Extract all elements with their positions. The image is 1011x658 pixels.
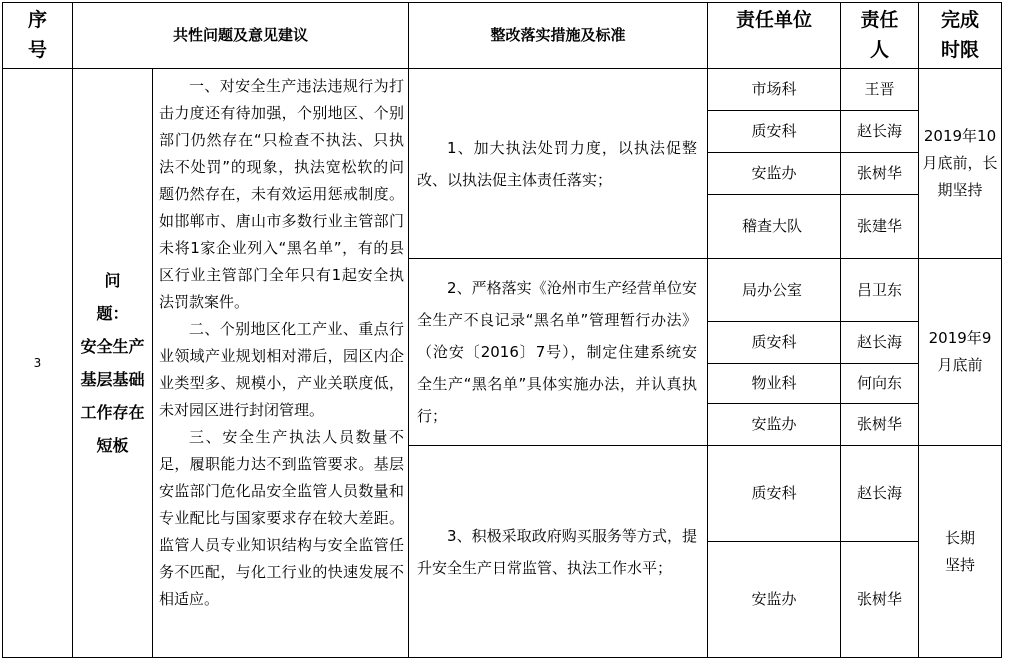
- unit-1-1-label: 市场科: [751, 80, 797, 98]
- person-3-2: [841, 542, 918, 657]
- issues-cell: [153, 73, 408, 613]
- measure-1-cell: [409, 69, 707, 258]
- unit-2-3-label: 物业科: [751, 374, 797, 392]
- unit-3-2-label: 安监办: [751, 590, 797, 608]
- person-3-1: [841, 446, 918, 541]
- issue-paragraph-3: 三、安全生产执法人员数量不足，履职能力达不到监管要求。基层安监部门危化品安全监管人员数量和专业配比与国家要求存在较大差距。监管人员专业知识结构与安全监管任务不匹配，与化工行业的快速发展不相适应。: [159, 428, 404, 608]
- unit-2-3: [708, 364, 840, 403]
- unit-2-2: [708, 322, 840, 363]
- header-measures-label: 整改落实措施及标准: [490, 26, 626, 44]
- unit-2-4-label: 安监办: [751, 415, 797, 433]
- problem-title: 安全生产基层基础工作存在短板: [80, 337, 145, 455]
- header-unit-label: 责任单位: [736, 9, 813, 31]
- row-seq-value: 3: [33, 355, 42, 370]
- person-2-4: [841, 404, 918, 445]
- header-issues: [73, 3, 408, 68]
- header-person-label: 责任人: [860, 9, 899, 61]
- person-1-1-label: 王晋: [864, 80, 895, 98]
- unit-1-4-label: 稽查大队: [742, 217, 803, 235]
- measure-2-cell: [409, 259, 707, 445]
- unit-3-2: [708, 542, 840, 657]
- unit-2-1: [708, 259, 840, 321]
- person-2-1: [841, 259, 918, 321]
- header-unit: [708, 5, 840, 35]
- person-2-4-label: 张树华: [856, 415, 902, 433]
- measure-2-text: 2、严格落实《沧州市生产经营单位安全生产不良记录“黑名单”管理暂行办法》（沧安〔2016〕7号），制定住建系统安全生产“黑名单”具体实施办法，并认真执行；: [417, 279, 697, 425]
- person-1-3-label: 张树华: [856, 164, 902, 182]
- deadline-3: [919, 446, 1001, 657]
- problem-title-cell: [73, 69, 152, 657]
- unit-2-2-label: 质安科: [751, 333, 797, 351]
- person-1-2-label: 赵长海: [856, 122, 902, 140]
- person-2-2: [841, 322, 918, 363]
- unit-1-4: [708, 195, 840, 258]
- unit-2-4: [708, 404, 840, 445]
- unit-1-1: [708, 69, 840, 110]
- person-2-2-label: 赵长海: [856, 333, 902, 351]
- person-1-3: [841, 153, 918, 194]
- issue-paragraph-1: 一、对安全生产违法违规行为打击力度还有待加强，个别地区、个别部门仍然存在“只检查不执法、只执法不处罚”的现象，执法宽松软的问题仍然存在，未有效运用惩戒制度。如邯郸市、唐山市多数行业主管部门未将1家企业列入“黑名单”，有的县区行业主管部门全年只有1起安全执法罚款案件。: [159, 77, 404, 311]
- unit-1-3-label: 安监办: [751, 164, 797, 182]
- person-2-3: [841, 364, 918, 403]
- unit-1-3: [708, 153, 840, 194]
- header-seq-label: 序号: [27, 9, 47, 61]
- header-measures: [409, 3, 707, 68]
- issue-paragraph-2: 二、个别地区化工产业、重点行业领域产业规划相对滞后，园区内企业类型多、规模小，产业关联度低，未对园区进行封闭管理。: [159, 320, 404, 419]
- measure-1-text: 1、加大执法处罚力度，以执法促整改、以执法促主体责任落实；: [417, 138, 697, 189]
- person-1-1: [841, 69, 918, 110]
- unit-1-2-label: 质安科: [751, 122, 797, 140]
- person-1-4: [841, 195, 918, 258]
- header-deadline: [919, 5, 1001, 65]
- header-seq: [3, 5, 72, 65]
- deadline-2: [919, 259, 1001, 445]
- unit-3-1-label: 质安科: [751, 484, 797, 502]
- person-3-2-label: 张树华: [856, 590, 902, 608]
- person-1-2: [841, 111, 918, 152]
- person-2-1-label: 吕卫东: [856, 280, 902, 299]
- problem-prefix: 问题：: [96, 271, 129, 323]
- deadline-2-label: 2019年9月底前: [928, 329, 992, 374]
- measure-3-text: 3、积极采取政府购买服务等方式，提升安全生产日常监管、执法工作水平；: [417, 526, 697, 577]
- person-2-3-label: 何向东: [856, 374, 902, 392]
- deadline-1: [919, 69, 1001, 258]
- header-deadline-label: 完成时限: [940, 9, 979, 61]
- unit-1-2: [708, 111, 840, 152]
- header-issues-label: 共性问题及意见建议: [172, 26, 308, 44]
- deadline-3-label: 长期坚持: [944, 528, 975, 574]
- unit-2-1-label: 局办公室: [742, 280, 803, 299]
- measure-3-cell: [409, 446, 707, 657]
- deadline-1-label: 2019年10月底前，长期坚持: [922, 127, 998, 199]
- person-1-4-label: 张建华: [856, 217, 902, 235]
- row-seq: [3, 69, 72, 657]
- person-3-1-label: 赵长海: [856, 484, 902, 502]
- unit-3-1: [708, 446, 840, 541]
- header-person: [841, 5, 918, 65]
